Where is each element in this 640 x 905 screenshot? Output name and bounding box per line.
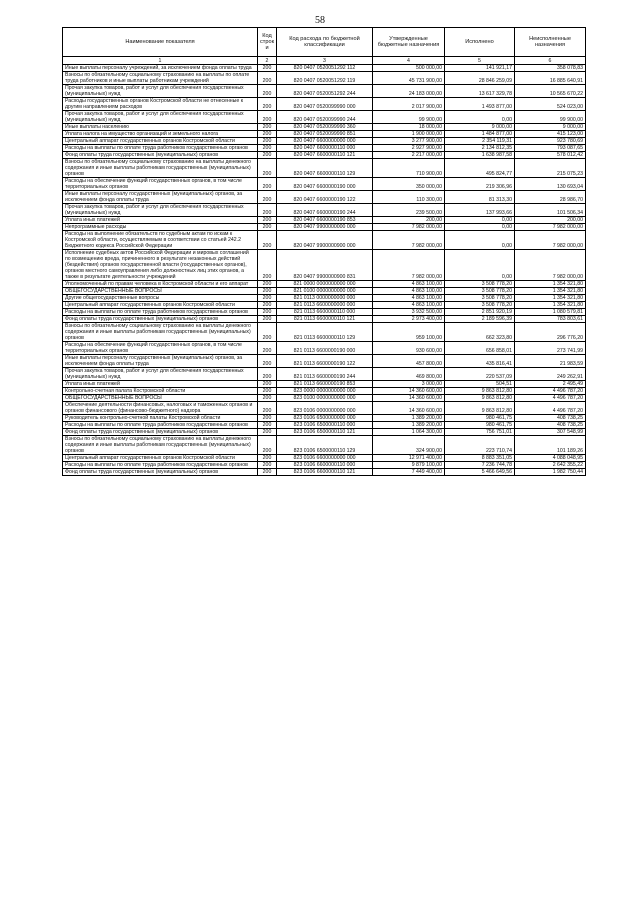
row-approved: 959 100,00 bbox=[373, 323, 445, 342]
row-unexecuted: 923 780,69 bbox=[515, 138, 586, 145]
row-budget-code: 823 0106 6600000110 121 bbox=[277, 469, 373, 476]
row-budget-code: 823 0106 6500000110 121 bbox=[277, 429, 373, 436]
row-executed: 219 306,96 bbox=[445, 178, 515, 191]
row-executed: 7 236 744,78 bbox=[445, 462, 515, 469]
row-approved: 2 973 400,00 bbox=[373, 316, 445, 323]
row-unexecuted: 28 986,70 bbox=[515, 191, 586, 204]
row-name: Уплата иных платежей bbox=[63, 381, 258, 388]
row-unexecuted: 307 548,99 bbox=[515, 429, 586, 436]
row-name: Центральный аппарат государственных органов Костромской области bbox=[63, 138, 258, 145]
table-header bbox=[63, 28, 586, 57]
table-row bbox=[63, 309, 586, 316]
row-approved: 12 971 400,00 bbox=[373, 455, 445, 462]
row-line-code: 200 bbox=[258, 469, 277, 476]
row-approved: 4 863 100,00 bbox=[373, 302, 445, 309]
row-executed: 141 921,17 bbox=[445, 65, 515, 72]
row-name: Фонд оплаты труда государственных (муниципальных) органов bbox=[63, 316, 258, 323]
row-approved: 18 000,00 bbox=[373, 124, 445, 131]
table-row bbox=[63, 302, 586, 309]
row-unexecuted: 1 354 321,80 bbox=[515, 295, 586, 302]
row-unexecuted: 578 012,42 bbox=[515, 152, 586, 159]
row-approved: 7 982 000,00 bbox=[373, 250, 445, 281]
table-row bbox=[63, 159, 586, 178]
row-line-code: 200 bbox=[258, 231, 277, 250]
row-budget-code: 820 0407 6600000190 244 bbox=[277, 204, 373, 217]
row-unexecuted: 1 982 750,44 bbox=[515, 469, 586, 476]
row-unexecuted: 273 741,99 bbox=[515, 342, 586, 355]
row-unexecuted: 16 885 640,91 bbox=[515, 72, 586, 85]
row-approved: 1 389 200,00 bbox=[373, 422, 445, 429]
row-name: Расходы на выплаты по оплате труда работников государственных органов bbox=[63, 422, 258, 429]
table-row bbox=[63, 250, 586, 281]
row-name: Иные выплаты населению bbox=[63, 124, 258, 131]
row-approved: 710 900,00 bbox=[373, 159, 445, 178]
table-row bbox=[63, 455, 586, 462]
row-budget-code: 820 0407 0520051292 119 bbox=[277, 72, 373, 85]
row-budget-code: 821 0113 6600000190 000 bbox=[277, 342, 373, 355]
row-approved: 4 863 100,00 bbox=[373, 295, 445, 302]
row-approved: 14 360 600,00 bbox=[373, 395, 445, 402]
row-name: Расходы на выплаты по оплате труда работников государственных органов bbox=[63, 145, 258, 152]
budget-table bbox=[62, 27, 586, 476]
row-line-code: 200 bbox=[258, 111, 277, 124]
table-row bbox=[63, 316, 586, 323]
row-name: Руководитель контрольно-счетной палаты Костромской области bbox=[63, 415, 258, 422]
row-budget-code: 821 0113 6600000000 000 bbox=[277, 302, 373, 309]
table-row bbox=[63, 72, 586, 85]
table-row bbox=[63, 462, 586, 469]
row-approved: 1 389 200,00 bbox=[373, 415, 445, 422]
row-approved: 7 982 000,00 bbox=[373, 224, 445, 231]
row-approved: 4 863 100,00 bbox=[373, 281, 445, 288]
row-approved: 469 800,00 bbox=[373, 368, 445, 381]
table-row bbox=[63, 288, 586, 295]
row-executed: 1 484 877,00 bbox=[445, 131, 515, 138]
row-executed: 9 863 812,80 bbox=[445, 402, 515, 415]
row-line-code: 200 bbox=[258, 250, 277, 281]
row-executed: 2 354 119,31 bbox=[445, 138, 515, 145]
row-budget-code: 823 0106 6500000110 000 bbox=[277, 422, 373, 429]
row-budget-code: 820 0407 6600000110 121 bbox=[277, 152, 373, 159]
row-unexecuted: 358 078,83 bbox=[515, 65, 586, 72]
header-approved: Утвержденные бюджетные назначения bbox=[373, 28, 445, 57]
table-row bbox=[63, 98, 586, 111]
row-unexecuted: 783 803,61 bbox=[515, 316, 586, 323]
row-line-code: 200 bbox=[258, 159, 277, 178]
row-name: Иные выплаты персоналу учреждений, за исключением фонда оплаты труда bbox=[63, 65, 258, 72]
row-approved: 9 879 100,00 bbox=[373, 462, 445, 469]
table-row bbox=[63, 355, 586, 368]
row-unexecuted: 2 495,49 bbox=[515, 381, 586, 388]
row-budget-code: 821 0113 6600000190 122 bbox=[277, 355, 373, 368]
row-approved: 1 900 000,00 bbox=[373, 131, 445, 138]
column-numbers-row bbox=[63, 57, 586, 65]
row-unexecuted: 101 506,34 bbox=[515, 204, 586, 217]
row-budget-code: 820 0407 0520099990 360 bbox=[277, 124, 373, 131]
row-name: Прочая закупка товаров, работ и услуг для обеспечения государственных (муниципальных) нужд bbox=[63, 368, 258, 381]
row-approved: 99 900,00 bbox=[373, 111, 445, 124]
row-name: Расходы на обеспечение функций государственных органов, в том числе территориальных органов bbox=[63, 342, 258, 355]
row-executed: 980 461,75 bbox=[445, 422, 515, 429]
row-unexecuted: 1 354 321,80 bbox=[515, 281, 586, 288]
row-line-code: 200 bbox=[258, 316, 277, 323]
row-executed: 0,00 bbox=[445, 217, 515, 224]
table-row bbox=[63, 152, 586, 159]
row-executed: 3 508 778,20 bbox=[445, 302, 515, 309]
row-approved: 324 900,00 bbox=[373, 436, 445, 455]
row-budget-code: 820 0407 9900000900 831 bbox=[277, 250, 373, 281]
row-line-code: 200 bbox=[258, 85, 277, 98]
row-executed: 662 323,80 bbox=[445, 323, 515, 342]
row-name: Расходы на обеспечение функций государственных органов, в том числе территориальных органов bbox=[63, 178, 258, 191]
row-approved: 500 000,00 bbox=[373, 65, 445, 72]
column-number: 1 bbox=[63, 57, 258, 65]
row-line-code: 200 bbox=[258, 98, 277, 111]
row-line-code: 200 bbox=[258, 323, 277, 342]
row-budget-code: 821 0113 0000000000 000 bbox=[277, 295, 373, 302]
header-executed: Исполнено bbox=[445, 28, 515, 57]
row-line-code: 200 bbox=[258, 295, 277, 302]
table-row bbox=[63, 178, 586, 191]
row-name: Уплата иных платежей bbox=[63, 217, 258, 224]
row-approved: 14 360 600,00 bbox=[373, 388, 445, 395]
row-budget-code: 821 0000 0000000000 000 bbox=[277, 281, 373, 288]
row-executed: 0,00 bbox=[445, 250, 515, 281]
row-approved: 3 000,00 bbox=[373, 381, 445, 388]
row-approved: 239 500,00 bbox=[373, 204, 445, 217]
row-name: Взносы по обязательному социальному страхованию на выплаты денежного содержания и иные выплаты работникам государственных (муниципальных) органов bbox=[63, 436, 258, 455]
row-budget-code: 820 0407 0520099990 000 bbox=[277, 98, 373, 111]
table-row bbox=[63, 422, 586, 429]
row-unexecuted: 296 776,20 bbox=[515, 323, 586, 342]
column-number: 5 bbox=[445, 57, 515, 65]
row-unexecuted: 415 123,00 bbox=[515, 131, 586, 138]
row-executed: 3 508 778,20 bbox=[445, 281, 515, 288]
row-executed: 8 883 351,05 bbox=[445, 455, 515, 462]
table-row bbox=[63, 295, 586, 302]
row-approved: 4 863 100,00 bbox=[373, 288, 445, 295]
row-name: Взносы по обязательному социальному страхованию на выплаты по оплате труда работников и иные выплаты работникам учреждений bbox=[63, 72, 258, 85]
row-line-code: 200 bbox=[258, 462, 277, 469]
row-unexecuted: 1 354 321,80 bbox=[515, 302, 586, 309]
row-unexecuted: 249 262,91 bbox=[515, 368, 586, 381]
row-budget-code: 820 0407 6600000190 853 bbox=[277, 217, 373, 224]
column-number: 3 bbox=[277, 57, 373, 65]
table-row bbox=[63, 415, 586, 422]
row-line-code: 200 bbox=[258, 152, 277, 159]
row-name: Прочая закупка товаров, работ и услуг для обеспечения государственных (муниципальных) нужд bbox=[63, 85, 258, 98]
row-name: Фонд оплаты труда государственных (муниципальных) органов bbox=[63, 429, 258, 436]
row-budget-code: 820 0407 9900000000 000 bbox=[277, 224, 373, 231]
row-unexecuted: 9 000,00 bbox=[515, 124, 586, 131]
table-row bbox=[63, 342, 586, 355]
row-name: Взносы по обязательному социальному страхованию на выплаты денежного содержания и иные выплаты работникам государственных (муниципальных) органов bbox=[63, 323, 258, 342]
row-line-code: 200 bbox=[258, 72, 277, 85]
row-approved: 24 183 000,00 bbox=[373, 85, 445, 98]
row-executed: 656 858,01 bbox=[445, 342, 515, 355]
row-line-code: 200 bbox=[258, 124, 277, 131]
row-budget-code: 823 0106 6600000110 000 bbox=[277, 462, 373, 469]
row-budget-code: 820 0407 0520099990 851 bbox=[277, 131, 373, 138]
row-budget-code: 823 0106 6500000110 129 bbox=[277, 436, 373, 455]
row-executed: 13 617 329,78 bbox=[445, 85, 515, 98]
row-executed: 28 846 259,09 bbox=[445, 72, 515, 85]
row-line-code: 200 bbox=[258, 309, 277, 316]
row-name: Прочая закупка товаров, работ и услуг для обеспечения государственных (муниципальных) нужд bbox=[63, 111, 258, 124]
row-budget-code: 820 0407 0520099990 244 bbox=[277, 111, 373, 124]
row-name: Фонд оплаты труда государственных (муниципальных) органов bbox=[63, 469, 258, 476]
row-budget-code: 820 0407 0520051292 244 bbox=[277, 85, 373, 98]
row-line-code: 200 bbox=[258, 302, 277, 309]
row-approved: 45 731 900,00 bbox=[373, 72, 445, 85]
table-row bbox=[63, 191, 586, 204]
row-budget-code: 823 0106 6500000000 000 bbox=[277, 415, 373, 422]
row-budget-code: 823 0106 0000000000 000 bbox=[277, 402, 373, 415]
row-budget-code: 823 0106 6600000000 000 bbox=[277, 455, 373, 462]
row-executed: 1 493 877,00 bbox=[445, 98, 515, 111]
row-unexecuted: 524 023,00 bbox=[515, 98, 586, 111]
row-unexecuted: 7 982 000,00 bbox=[515, 231, 586, 250]
row-line-code: 200 bbox=[258, 178, 277, 191]
row-line-code: 200 bbox=[258, 402, 277, 415]
row-line-code: 200 bbox=[258, 355, 277, 368]
row-name: Контрольно-счетная палата Костромской области bbox=[63, 388, 258, 395]
row-line-code: 200 bbox=[258, 131, 277, 138]
row-line-code: 200 bbox=[258, 288, 277, 295]
row-line-code: 200 bbox=[258, 436, 277, 455]
row-budget-code: 820 0407 6600000190 122 bbox=[277, 191, 373, 204]
row-unexecuted: 793 087,65 bbox=[515, 145, 586, 152]
column-number: 4 bbox=[373, 57, 445, 65]
table-row bbox=[63, 395, 586, 402]
row-approved: 3 277 900,00 bbox=[373, 138, 445, 145]
row-unexecuted: 10 565 670,22 bbox=[515, 85, 586, 98]
table-row bbox=[63, 436, 586, 455]
row-executed: 1 638 987,58 bbox=[445, 152, 515, 159]
row-executed: 756 751,01 bbox=[445, 429, 515, 436]
row-line-code: 200 bbox=[258, 217, 277, 224]
row-approved: 3 932 500,00 bbox=[373, 309, 445, 316]
row-approved: 2 017 900,00 bbox=[373, 98, 445, 111]
row-name: Непрограммные расходы bbox=[63, 224, 258, 231]
row-unexecuted: 200,00 bbox=[515, 217, 586, 224]
row-budget-code: 820 0407 6600000190 000 bbox=[277, 178, 373, 191]
row-executed: 3 508 778,20 bbox=[445, 295, 515, 302]
row-name: Уполномоченный по правам человека в Костромской области и его аппарат bbox=[63, 281, 258, 288]
page-number: 58 bbox=[315, 15, 325, 26]
row-executed: 3 508 778,20 bbox=[445, 288, 515, 295]
row-budget-code: 820 0407 6600000110 000 bbox=[277, 145, 373, 152]
row-executed: 9 863 812,80 bbox=[445, 395, 515, 402]
row-executed: 0,00 bbox=[445, 224, 515, 231]
row-line-code: 200 bbox=[258, 65, 277, 72]
table-row bbox=[63, 204, 586, 217]
row-budget-code: 821 0113 6600000110 121 bbox=[277, 316, 373, 323]
row-executed: 0,00 bbox=[445, 231, 515, 250]
row-line-code: 200 bbox=[258, 429, 277, 436]
row-unexecuted: 4 496 787,20 bbox=[515, 395, 586, 402]
row-approved: 930 600,00 bbox=[373, 342, 445, 355]
row-approved: 7 449 400,00 bbox=[373, 469, 445, 476]
row-budget-code: 823 0000 0000000000 000 bbox=[277, 388, 373, 395]
row-budget-code: 820 0407 0520051292 112 bbox=[277, 65, 373, 72]
row-line-code: 200 bbox=[258, 281, 277, 288]
row-executed: 980 461,75 bbox=[445, 415, 515, 422]
row-line-code: 200 bbox=[258, 415, 277, 422]
column-number: 2 bbox=[258, 57, 277, 65]
row-name: Прочая закупка товаров, работ и услуг для обеспечения государственных (муниципальных) нужд bbox=[63, 204, 258, 217]
row-unexecuted: 99 900,00 bbox=[515, 111, 586, 124]
row-name: ОБЩЕГОСУДАРСТВЕННЫЕ ВОПРОСЫ bbox=[63, 395, 258, 402]
row-budget-code: 821 0113 6600000190 853 bbox=[277, 381, 373, 388]
table-row bbox=[63, 217, 586, 224]
row-approved: 2 217 000,00 bbox=[373, 152, 445, 159]
row-budget-code: 821 0113 6600000110 129 bbox=[277, 323, 373, 342]
row-name: Иные выплаты персоналу государственных (муниципальных) органов, за исключением фонда оплаты труда bbox=[63, 355, 258, 368]
row-executed: 2 851 920,19 bbox=[445, 309, 515, 316]
row-name: Взносы по обязательному социальному страхованию на выплаты денежного содержания и иные выплаты работникам государственных (муниципальных) органов bbox=[63, 159, 258, 178]
row-executed: 5 466 649,56 bbox=[445, 469, 515, 476]
table-row bbox=[63, 138, 586, 145]
row-approved: 110 300,00 bbox=[373, 191, 445, 204]
row-executed: 9 863 812,80 bbox=[445, 388, 515, 395]
row-name: Центральный аппарат государственных органов Костромской области bbox=[63, 455, 258, 462]
row-unexecuted: 4 496 787,20 bbox=[515, 402, 586, 415]
row-approved: 14 360 600,00 bbox=[373, 402, 445, 415]
row-line-code: 200 bbox=[258, 138, 277, 145]
table-row bbox=[63, 368, 586, 381]
row-approved: 200,00 bbox=[373, 217, 445, 224]
row-executed: 2 189 596,39 bbox=[445, 316, 515, 323]
table-row bbox=[63, 224, 586, 231]
table-row bbox=[63, 131, 586, 138]
row-line-code: 200 bbox=[258, 455, 277, 462]
header-budget-code: Код расхода по бюджетной классификации bbox=[277, 28, 373, 57]
row-name: Центральный аппарат государственных органов Костромской области bbox=[63, 302, 258, 309]
row-line-code: 200 bbox=[258, 191, 277, 204]
row-unexecuted: 4 496 787,20 bbox=[515, 388, 586, 395]
row-unexecuted: 4 088 048,95 bbox=[515, 455, 586, 462]
table-row bbox=[63, 388, 586, 395]
row-executed: 495 824,77 bbox=[445, 159, 515, 178]
row-budget-code: 820 0407 6600000110 129 bbox=[277, 159, 373, 178]
header-unexecuted: Неисполненные назначения bbox=[515, 28, 586, 57]
row-executed: 81 313,30 bbox=[445, 191, 515, 204]
row-unexecuted: 7 982 000,00 bbox=[515, 224, 586, 231]
row-name: Расходы государственных органов Костромской области не отнесенные к другим направлениям расходов bbox=[63, 98, 258, 111]
row-unexecuted: 1 354 321,80 bbox=[515, 288, 586, 295]
row-budget-code: 821 0113 6600000190 244 bbox=[277, 368, 373, 381]
table-row bbox=[63, 402, 586, 415]
row-executed: 0,00 bbox=[445, 111, 515, 124]
row-line-code: 200 bbox=[258, 224, 277, 231]
row-line-code: 200 bbox=[258, 395, 277, 402]
header-name: Наименование показателя bbox=[63, 28, 258, 57]
row-unexecuted: 21 983,59 bbox=[515, 355, 586, 368]
row-executed: 220 537,09 bbox=[445, 368, 515, 381]
table-row bbox=[63, 231, 586, 250]
row-name: ОБЩЕГОСУДАРСТВЕННЫЕ ВОПРОСЫ bbox=[63, 288, 258, 295]
row-unexecuted: 2 642 355,22 bbox=[515, 462, 586, 469]
row-executed: 9 000,00 bbox=[445, 124, 515, 131]
column-number: 6 bbox=[515, 57, 586, 65]
row-executed: 223 710,74 bbox=[445, 436, 515, 455]
row-name: Другие общегосударственные вопросы bbox=[63, 295, 258, 302]
row-unexecuted: 408 738,25 bbox=[515, 415, 586, 422]
row-unexecuted: 1 080 579,81 bbox=[515, 309, 586, 316]
table-row bbox=[63, 85, 586, 98]
row-name: Расходы на выплаты по оплате труда работников государственных органов bbox=[63, 462, 258, 469]
row-name: Обеспечение деятельности финансовых, налоговых и таможенных органов и органов финансового (финансово-бюджетного) надзора bbox=[63, 402, 258, 415]
row-approved: 1 064 300,00 bbox=[373, 429, 445, 436]
row-unexecuted: 408 738,25 bbox=[515, 422, 586, 429]
table-row bbox=[63, 281, 586, 288]
row-line-code: 200 bbox=[258, 381, 277, 388]
row-budget-code: 823 0100 0000000000 000 bbox=[277, 395, 373, 402]
row-approved: 350 000,00 bbox=[373, 178, 445, 191]
row-name: Исполнение судебных актов Российской Федерации и мировых соглашений по возмещению вреда, причиненного в результате незаконных действий (бездействия) органов государственной власти (государственных органов), органов местного самоуправления либо должностных лиц этих органов, а также в результате деятельности учреждений bbox=[63, 250, 258, 281]
row-executed: 137 993,66 bbox=[445, 204, 515, 217]
row-name: Иные выплаты персоналу государственных (муниципальных) органов, за исключением фонда оплаты труда bbox=[63, 191, 258, 204]
row-line-code: 200 bbox=[258, 145, 277, 152]
row-approved: 2 927 900,00 bbox=[373, 145, 445, 152]
row-unexecuted: 7 982 000,00 bbox=[515, 250, 586, 281]
row-unexecuted: 215 075,23 bbox=[515, 159, 586, 178]
row-name: Расходы на выплаты по оплате труда работников государственных органов bbox=[63, 309, 258, 316]
table-row bbox=[63, 145, 586, 152]
table-row bbox=[63, 111, 586, 124]
row-budget-code: 821 0113 6600000110 000 bbox=[277, 309, 373, 316]
row-unexecuted: 101 189,26 bbox=[515, 436, 586, 455]
row-executed: 435 816,41 bbox=[445, 355, 515, 368]
header-line-code: Код строк и bbox=[258, 28, 277, 57]
table-row bbox=[63, 429, 586, 436]
table-row bbox=[63, 65, 586, 72]
row-approved: 457 800,00 bbox=[373, 355, 445, 368]
row-line-code: 200 bbox=[258, 204, 277, 217]
row-name: Фонд оплаты труда государственных (муниципальных) органов bbox=[63, 152, 258, 159]
table-row bbox=[63, 469, 586, 476]
row-budget-code: 820 0407 9900000900 000 bbox=[277, 231, 373, 250]
row-budget-code: 820 0407 6600000000 000 bbox=[277, 138, 373, 145]
row-budget-code: 821 0100 0000000000 000 bbox=[277, 288, 373, 295]
table-row bbox=[63, 124, 586, 131]
row-name: Уплата налога на имущество организаций и земельного налога bbox=[63, 131, 258, 138]
row-executed: 2 134 812,35 bbox=[445, 145, 515, 152]
row-line-code: 200 bbox=[258, 342, 277, 355]
row-line-code: 200 bbox=[258, 388, 277, 395]
row-name: Расходы на выполнение обязательств по судебным актам по искам к Костромской области, осуществляемым в соответствии со статьей 242.2 Бюджетного кодекса Российской Федерации bbox=[63, 231, 258, 250]
row-executed: 504,51 bbox=[445, 381, 515, 388]
row-line-code: 200 bbox=[258, 422, 277, 429]
row-unexecuted: 130 693,04 bbox=[515, 178, 586, 191]
table-row bbox=[63, 323, 586, 342]
table-row bbox=[63, 381, 586, 388]
row-line-code: 200 bbox=[258, 368, 277, 381]
row-approved: 7 982 000,00 bbox=[373, 231, 445, 250]
